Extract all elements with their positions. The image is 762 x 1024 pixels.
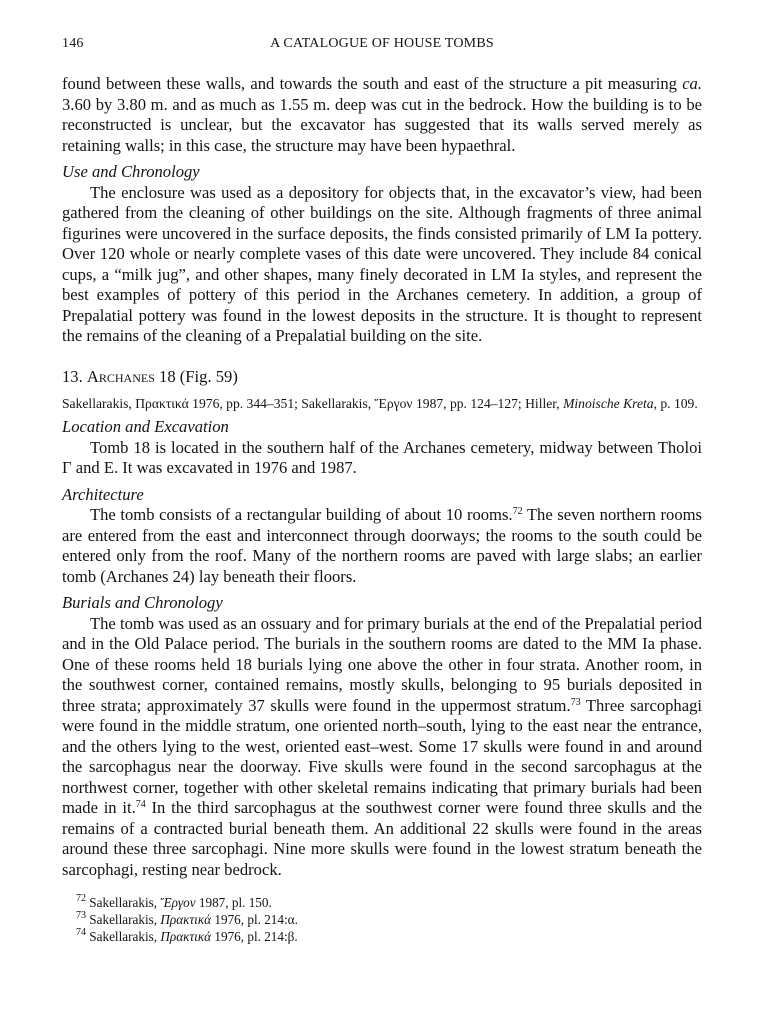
burials-paragraph xyxy=(62,614,702,881)
section-heading-architecture: Architecture xyxy=(62,484,144,504)
bibliography xyxy=(62,395,702,413)
footnote-text: 1987, pl. 150. xyxy=(195,895,272,910)
footnote-number: 74 xyxy=(76,927,86,938)
footnote-ref: 72 xyxy=(512,506,523,517)
footnote-title: Πρακτικά xyxy=(160,912,212,927)
page-number: 146 xyxy=(62,36,84,51)
paragraph-text: found between these walls, and towards the south and east of the structure a pit measuring xyxy=(62,74,683,93)
footnote-text: 1976, pl. 214:β. xyxy=(211,929,298,944)
footnote-text: Sakellarakis, xyxy=(86,895,161,910)
running-header xyxy=(62,36,702,56)
footnote-ref: 73 xyxy=(570,696,581,708)
paragraph-text: In the third sarcophagus at the southwest corner were found three skulls and the remains of a contracted burial beneath them. An additional 22 skulls were found in the areas around these three sarcophagi. Nine more skulls were found in the lowest stratum beneath the sarcophagi, resting near bedrock. xyxy=(62,798,702,879)
running-title: A CATALOGUE OF HOUSE TOMBS xyxy=(270,36,494,51)
footnote-number: 73 xyxy=(76,910,86,921)
section-heading-burials: Burials and Chronology xyxy=(62,593,223,612)
bib-text: 1976, pp. 344–351; Sakellarakis, xyxy=(188,396,375,411)
location-paragraph: Tomb 18 is located in the southern half of the Archanes cemetery, midway between Tholoi Γ and E. It was excavated in 1976 and 1987. xyxy=(62,437,702,477)
footnote-title: Ἔργον xyxy=(160,895,196,910)
footnote xyxy=(62,928,702,945)
footnote-ref: 74 xyxy=(135,799,146,810)
bib-greek-title: Ἔργον xyxy=(374,396,413,411)
use-paragraph: The enclosure was used as a depository for objects that, in the excavator’s view, had been gathered from the cleaning of other buildings on the site. Although fragments of three animal figurines were uncovered in the surface deposits, the finds consisted primarily of LM Ia pottery. Over 120 whole or nearly complete vases of this date were uncovered. They include 84 conical cups, a “milk jug”, and other shapes, many finely decorated in LM Ia styles, and represent the best examples of pottery of this period in the Archanes cemetery. In addition, a group of Prepalatial pottery was found in the lowest deposits in the structure. It is thought to represent the remains of the cleaning of a Prepalatial building on the site. xyxy=(62,182,702,345)
section-heading-use: Use and Chronology xyxy=(62,162,200,181)
entry-number: 13. xyxy=(62,366,87,386)
footnote-text: 1976, pl. 214:α. xyxy=(211,912,298,927)
footnote-text: Sakellarakis, xyxy=(86,912,161,927)
bib-greek-title: Πρακτικά xyxy=(135,396,189,411)
catalogue-entry-title xyxy=(62,367,702,388)
paragraph-text: The tomb consists of a rectangular building of about 10 rooms. xyxy=(90,505,513,524)
paragraph-text: The tomb was used as an ossuary and for primary burials at the end of the Prepalatial period and in the Old Palace period. The burials in the southern rooms are dated to the MM Ia phase. One of these rooms held 18 burials lying one above the other in four strata. Another room, in the southwest corner, contained remains, mostly skulls, belonging to 95 burials deposited in three strata; approximately 37 skulls were found in the uppermost stratum. xyxy=(62,613,702,715)
footnote xyxy=(62,894,702,911)
footnote-number: 72 xyxy=(76,893,86,904)
abbreviation-ca: ca. xyxy=(682,74,702,93)
bib-text: , p. 109. xyxy=(653,396,698,411)
section-heading-location: Location and Excavation xyxy=(62,417,229,436)
footnote-title: Πρακτικά xyxy=(160,929,212,944)
paragraph-text: 3.60 by 3.80 m. and as much as 1.55 m. deep was cut in the bedrock. How the building is to be reconstructed is unclear, but the excavator has suggested that its walls served merely as retaining walls; in this case, the structure may have been hypaethral. xyxy=(62,94,702,155)
entry-figure-ref: 18 (Fig. 59) xyxy=(154,366,238,386)
page-body xyxy=(62,74,702,945)
bib-text: Sakellarakis, xyxy=(62,396,136,411)
bib-text: 1987, pp. 124–127; Hiller, xyxy=(412,396,564,411)
entry-site-name: Archanes xyxy=(86,366,155,386)
bib-book-title: Minoische Kreta xyxy=(563,396,654,411)
footnote-text: Sakellarakis, xyxy=(86,929,161,944)
architecture-paragraph xyxy=(62,505,702,587)
footnote xyxy=(62,911,702,928)
footnotes xyxy=(62,894,702,945)
continuation-paragraph xyxy=(62,74,702,156)
paragraph-text: The seven northern rooms are entered from the east and interconnect through doorways; the rooms to the south could be entered only from the roof. Many of the northern rooms are paved with large slabs; an earlier tomb (Archanes 24) lay beneath their floors. xyxy=(62,505,702,586)
page xyxy=(62,36,702,945)
paragraph-text: Three sarcophagi were found in the middle stratum, one oriented north–south, lying to the east near the entrance, and the others lying to the west, oriented east–west. Some 17 skulls were found in and around the sarcophagus near the doorway. Five skulls were found in the second sarcophagus at the northwest corner, together with other skeletal remains indicating that primary burials had been made in it. xyxy=(62,695,702,817)
